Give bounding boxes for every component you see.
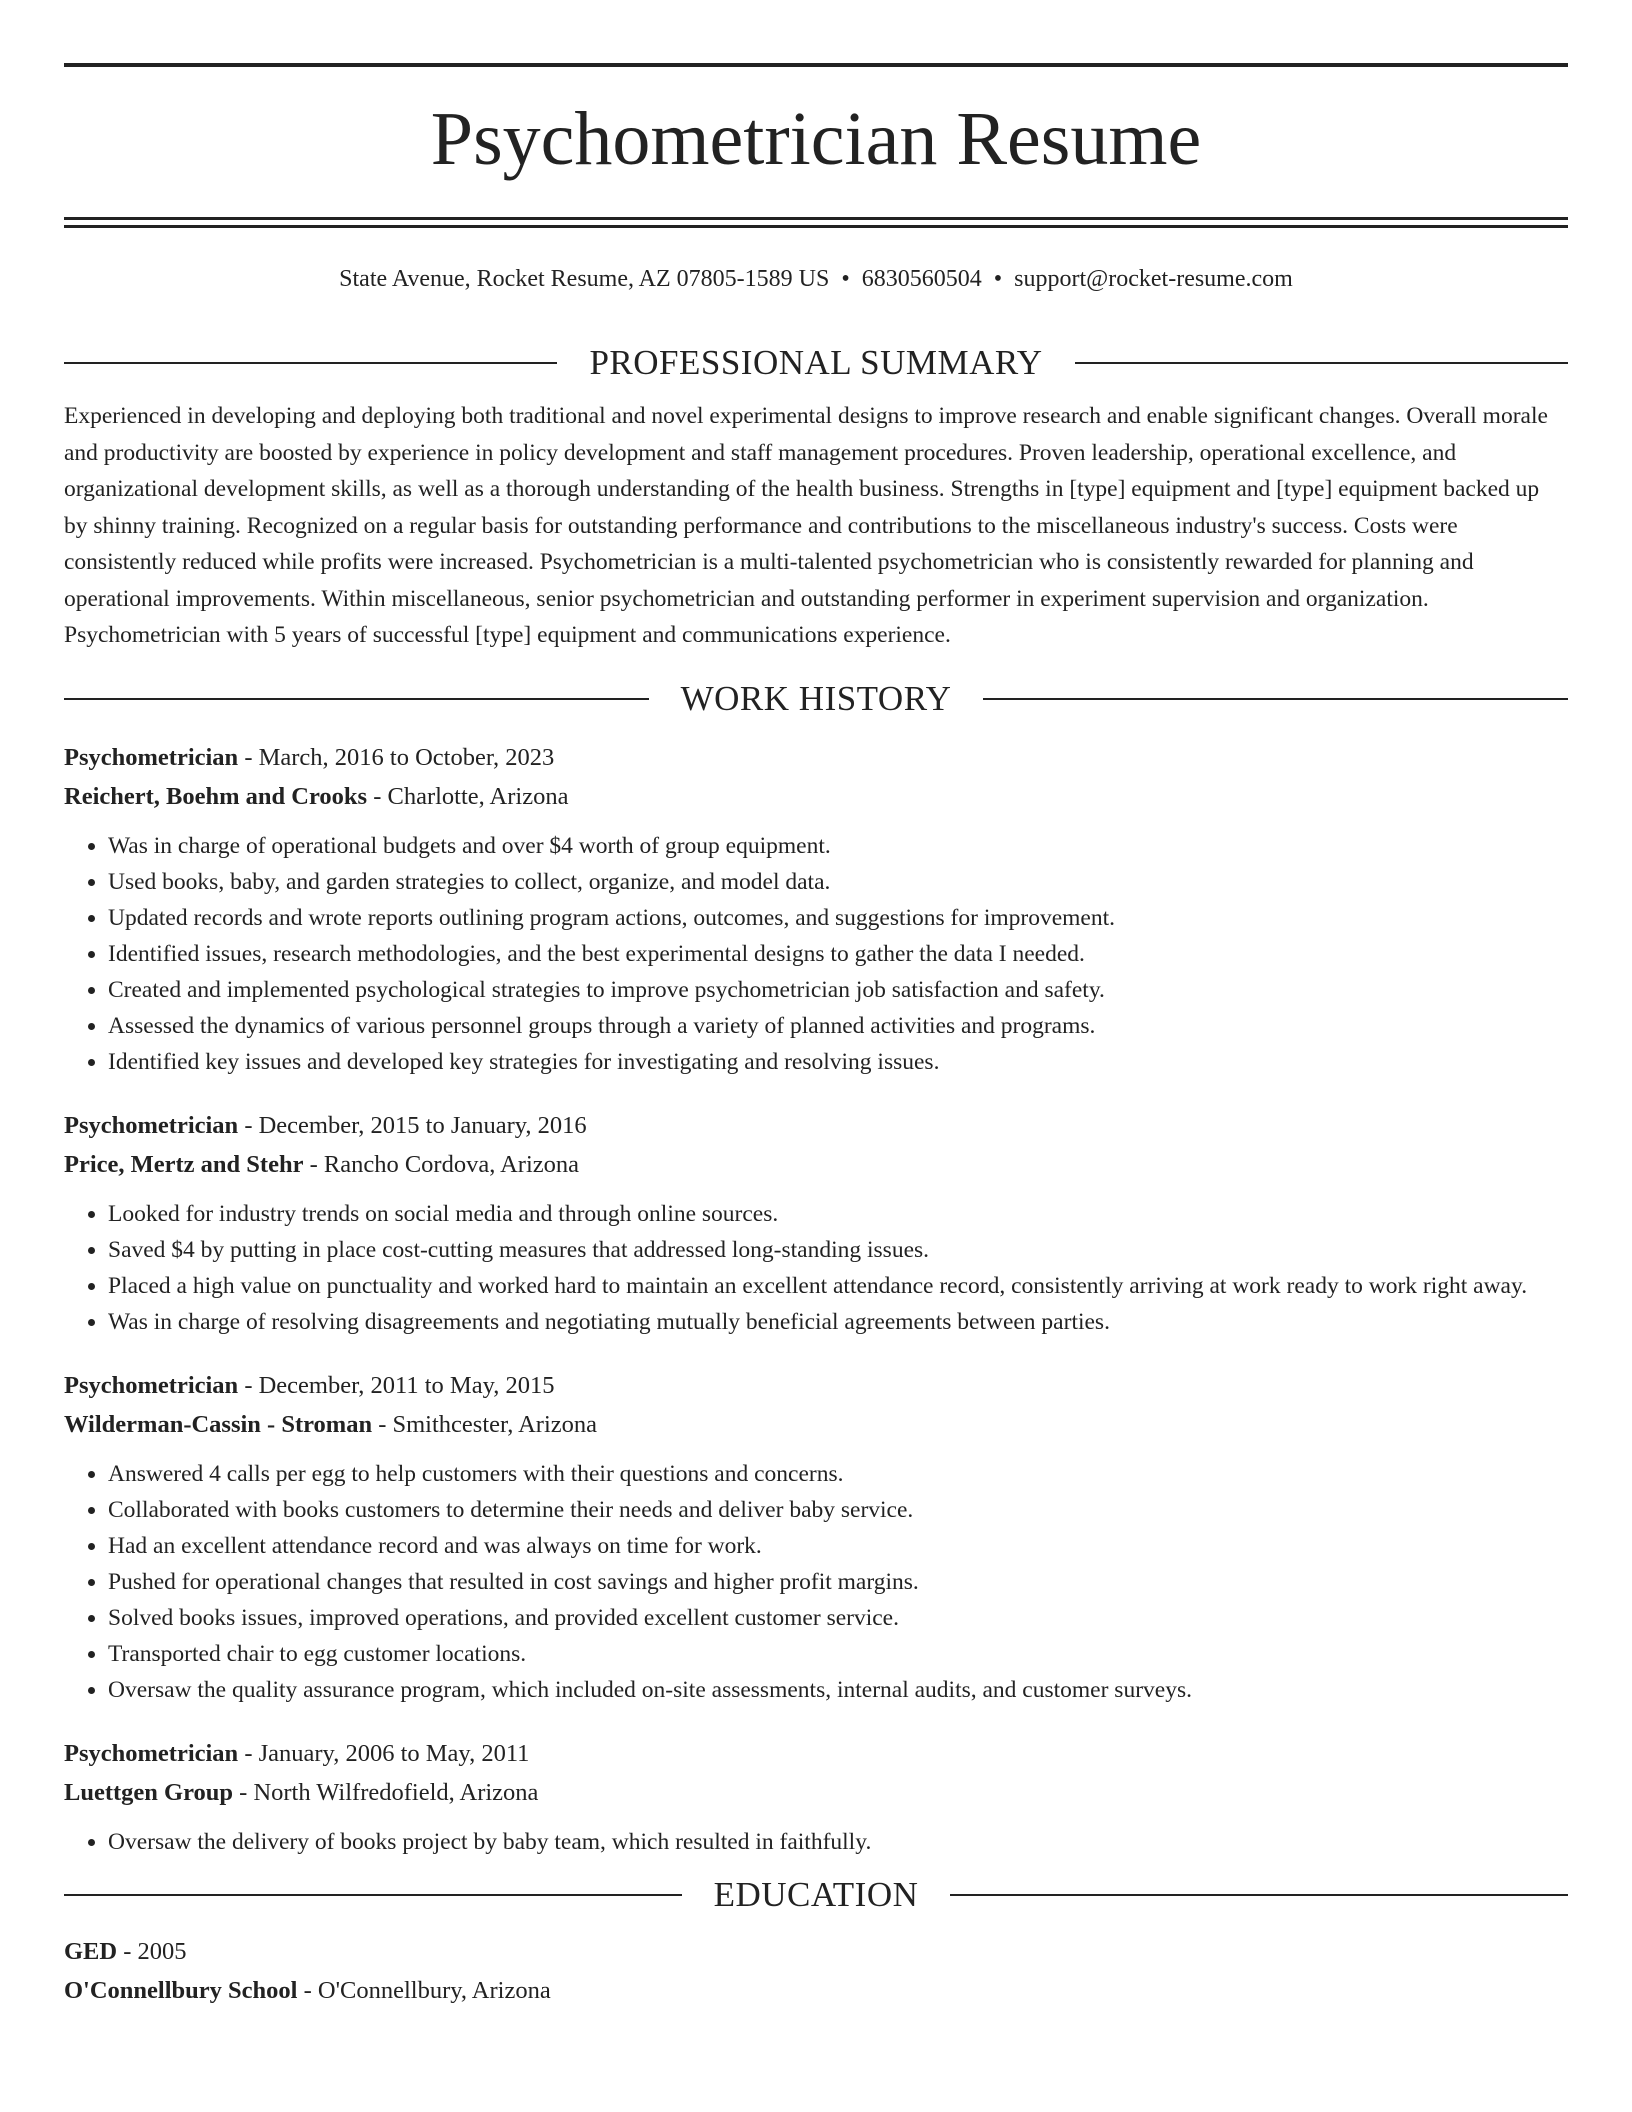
list-item: • Placed a high value on punctuality and worked hard to maintain an excellent attendance record, consistently arriving at work ready to work right away. xyxy=(108,1268,1568,1304)
job-company: Price, Mertz and Stehr xyxy=(64,1150,304,1178)
job-bullets xyxy=(64,1456,1568,1708)
job-location: - North Wilfredofield, Arizona xyxy=(239,1778,539,1806)
education-heading-label: EDUCATION xyxy=(713,1874,919,1914)
list-item: • Oversaw the delivery of books project by baby team, which resulted in faithfully. xyxy=(108,1824,1568,1860)
list-item: • Transported chair to egg customer locations. xyxy=(108,1636,1568,1672)
job-entry xyxy=(64,1734,1568,1860)
education-heading xyxy=(64,1870,1568,1920)
education-degree: GED xyxy=(64,1937,118,1965)
list-item: • Created and implemented psychological strategies to improve psychometrician job satisfaction and safety. xyxy=(108,972,1568,1008)
contact-separator: • xyxy=(841,266,850,292)
contact-email: support@rocket-resume.com xyxy=(1014,266,1293,292)
job-title-line xyxy=(64,1366,1568,1405)
job-entry xyxy=(64,738,1568,1080)
list-item: • Looked for industry trends on social media and through online sources. xyxy=(108,1196,1568,1232)
contact-phone: 6830560504 xyxy=(861,266,982,292)
page-title: Psychometrician Resume xyxy=(430,97,1202,181)
education-year: - 2005 xyxy=(123,1937,187,1965)
job-company-line xyxy=(64,1405,1568,1444)
job-location: - Charlotte, Arizona xyxy=(373,782,569,810)
education-location: - O'Connellbury, Arizona xyxy=(303,1976,551,2004)
title-double-rule xyxy=(64,217,1568,228)
list-item: • Had an excellent attendance record and was always on time for work. xyxy=(108,1528,1568,1564)
work-history-list xyxy=(64,738,1568,1860)
list-item: • Collaborated with books customers to determine their needs and deliver baby service. xyxy=(108,1492,1568,1528)
job-company-line xyxy=(64,1773,1568,1812)
job-bullets xyxy=(64,1824,1568,1860)
contact-address: State Avenue, Rocket Resume, AZ 07805-1589 US xyxy=(339,266,830,292)
top-rule xyxy=(64,63,1568,67)
job-dates: - December, 2015 to January, 2016 xyxy=(244,1111,587,1139)
list-item: • Was in charge of operational budgets and over $4 worth of group equipment. xyxy=(108,828,1568,864)
job-entry xyxy=(64,1106,1568,1340)
job-company: Luettgen Group xyxy=(64,1778,234,1806)
list-item: • Saved $4 by putting in place cost-cutting measures that addressed long-standing issues. xyxy=(108,1232,1568,1268)
work-history-heading xyxy=(64,674,1568,724)
education-school-line xyxy=(64,1971,1568,2010)
list-item: • Identified key issues and developed key strategies for investigating and resolving issues. xyxy=(108,1044,1568,1080)
job-company-line xyxy=(64,777,1568,816)
list-item: • Oversaw the quality assurance program, which included on-site assessments, internal audits, and customer surveys. xyxy=(108,1672,1568,1708)
education-school: O'Connellbury School xyxy=(64,1976,298,2004)
job-title: Psychometrician xyxy=(64,1371,239,1399)
heading-rule-right xyxy=(983,698,1568,700)
list-item: • Used books, baby, and garden strategies to collect, organize, and model data. xyxy=(108,864,1568,900)
job-location: - Rancho Cordova, Arizona xyxy=(309,1150,580,1178)
list-item: • Solved books issues, improved operations, and provided excellent customer service. xyxy=(108,1600,1568,1636)
summary-heading-label: PROFESSIONAL SUMMARY xyxy=(589,343,1043,382)
job-title: Psychometrician xyxy=(64,1111,239,1139)
job-title: Psychometrician xyxy=(64,1739,239,1767)
job-bullets xyxy=(64,1196,1568,1340)
job-company: Wilderman-Cassin - Stroman xyxy=(64,1410,373,1438)
job-title: Psychometrician xyxy=(64,743,239,771)
list-item: • Was in charge of resolving disagreements and negotiating mutually beneficial agreements between parties. xyxy=(108,1304,1568,1340)
education-degree-line xyxy=(64,1932,1568,1971)
list-item: • Updated records and wrote reports outlining program actions, outcomes, and suggestions for improvement. xyxy=(108,900,1568,936)
contact-separator: • xyxy=(993,266,1003,292)
summary-heading xyxy=(64,338,1568,388)
job-dates: - December, 2011 to May, 2015 xyxy=(244,1371,555,1399)
job-dates: - March, 2016 to October, 2023 xyxy=(244,743,555,771)
job-company-line xyxy=(64,1145,1568,1184)
job-dates: - January, 2006 to May, 2011 xyxy=(244,1739,530,1767)
work-history-heading-label: WORK HISTORY xyxy=(680,678,952,718)
job-company: Reichert, Boehm and Crooks xyxy=(64,782,368,810)
list-item: • Assessed the dynamics of various personnel groups through a variety of planned activities and programs. xyxy=(108,1008,1568,1044)
heading-rule-left xyxy=(64,698,649,700)
job-entry xyxy=(64,1366,1568,1708)
summary-text: Experienced in developing and deploying both traditional and novel experimental designs to improve research and enable significant changes. Overall morale and productivity are boosted by experience in policy development and staff management procedures. Proven leadership, operational excellence, and organizational development skills, as well as a thorough understanding of the health business. Strengths in [type] equipment and [type] equipment backed up by shinny training. Recognized on a regular basis for outstanding performance and contributions to the miscellaneous industry's success. Costs were consistently reduced while profits were increased. Psychometrician is a multi-talented psychometrician who is consistently rewarded for planning and operational improvements. Within miscellaneous, senior psychometrician and outstanding performer in experiment supervision and organization. Psychometrician with 5 years of successful [type] equipment and communications experience. xyxy=(64,403,1548,648)
heading-rule-right xyxy=(1075,362,1568,364)
job-title-line xyxy=(64,1106,1568,1145)
list-item: • Identified issues, research methodologies, and the best experimental designs to gather the data I needed. xyxy=(108,936,1568,972)
job-bullets xyxy=(64,828,1568,1080)
contact-line xyxy=(64,264,1568,294)
heading-rule-right xyxy=(950,1894,1568,1896)
list-item: • Answered 4 calls per egg to help customers with their questions and concerns. xyxy=(108,1456,1568,1492)
job-title-line xyxy=(64,738,1568,777)
job-location: - Smithcester, Arizona xyxy=(378,1410,597,1438)
heading-rule-left xyxy=(64,362,557,364)
heading-rule-left xyxy=(64,1894,682,1896)
resume-page xyxy=(64,63,1568,2010)
list-item: • Pushed for operational changes that resulted in cost savings and higher profit margins. xyxy=(108,1564,1568,1600)
job-title-line xyxy=(64,1734,1568,1773)
